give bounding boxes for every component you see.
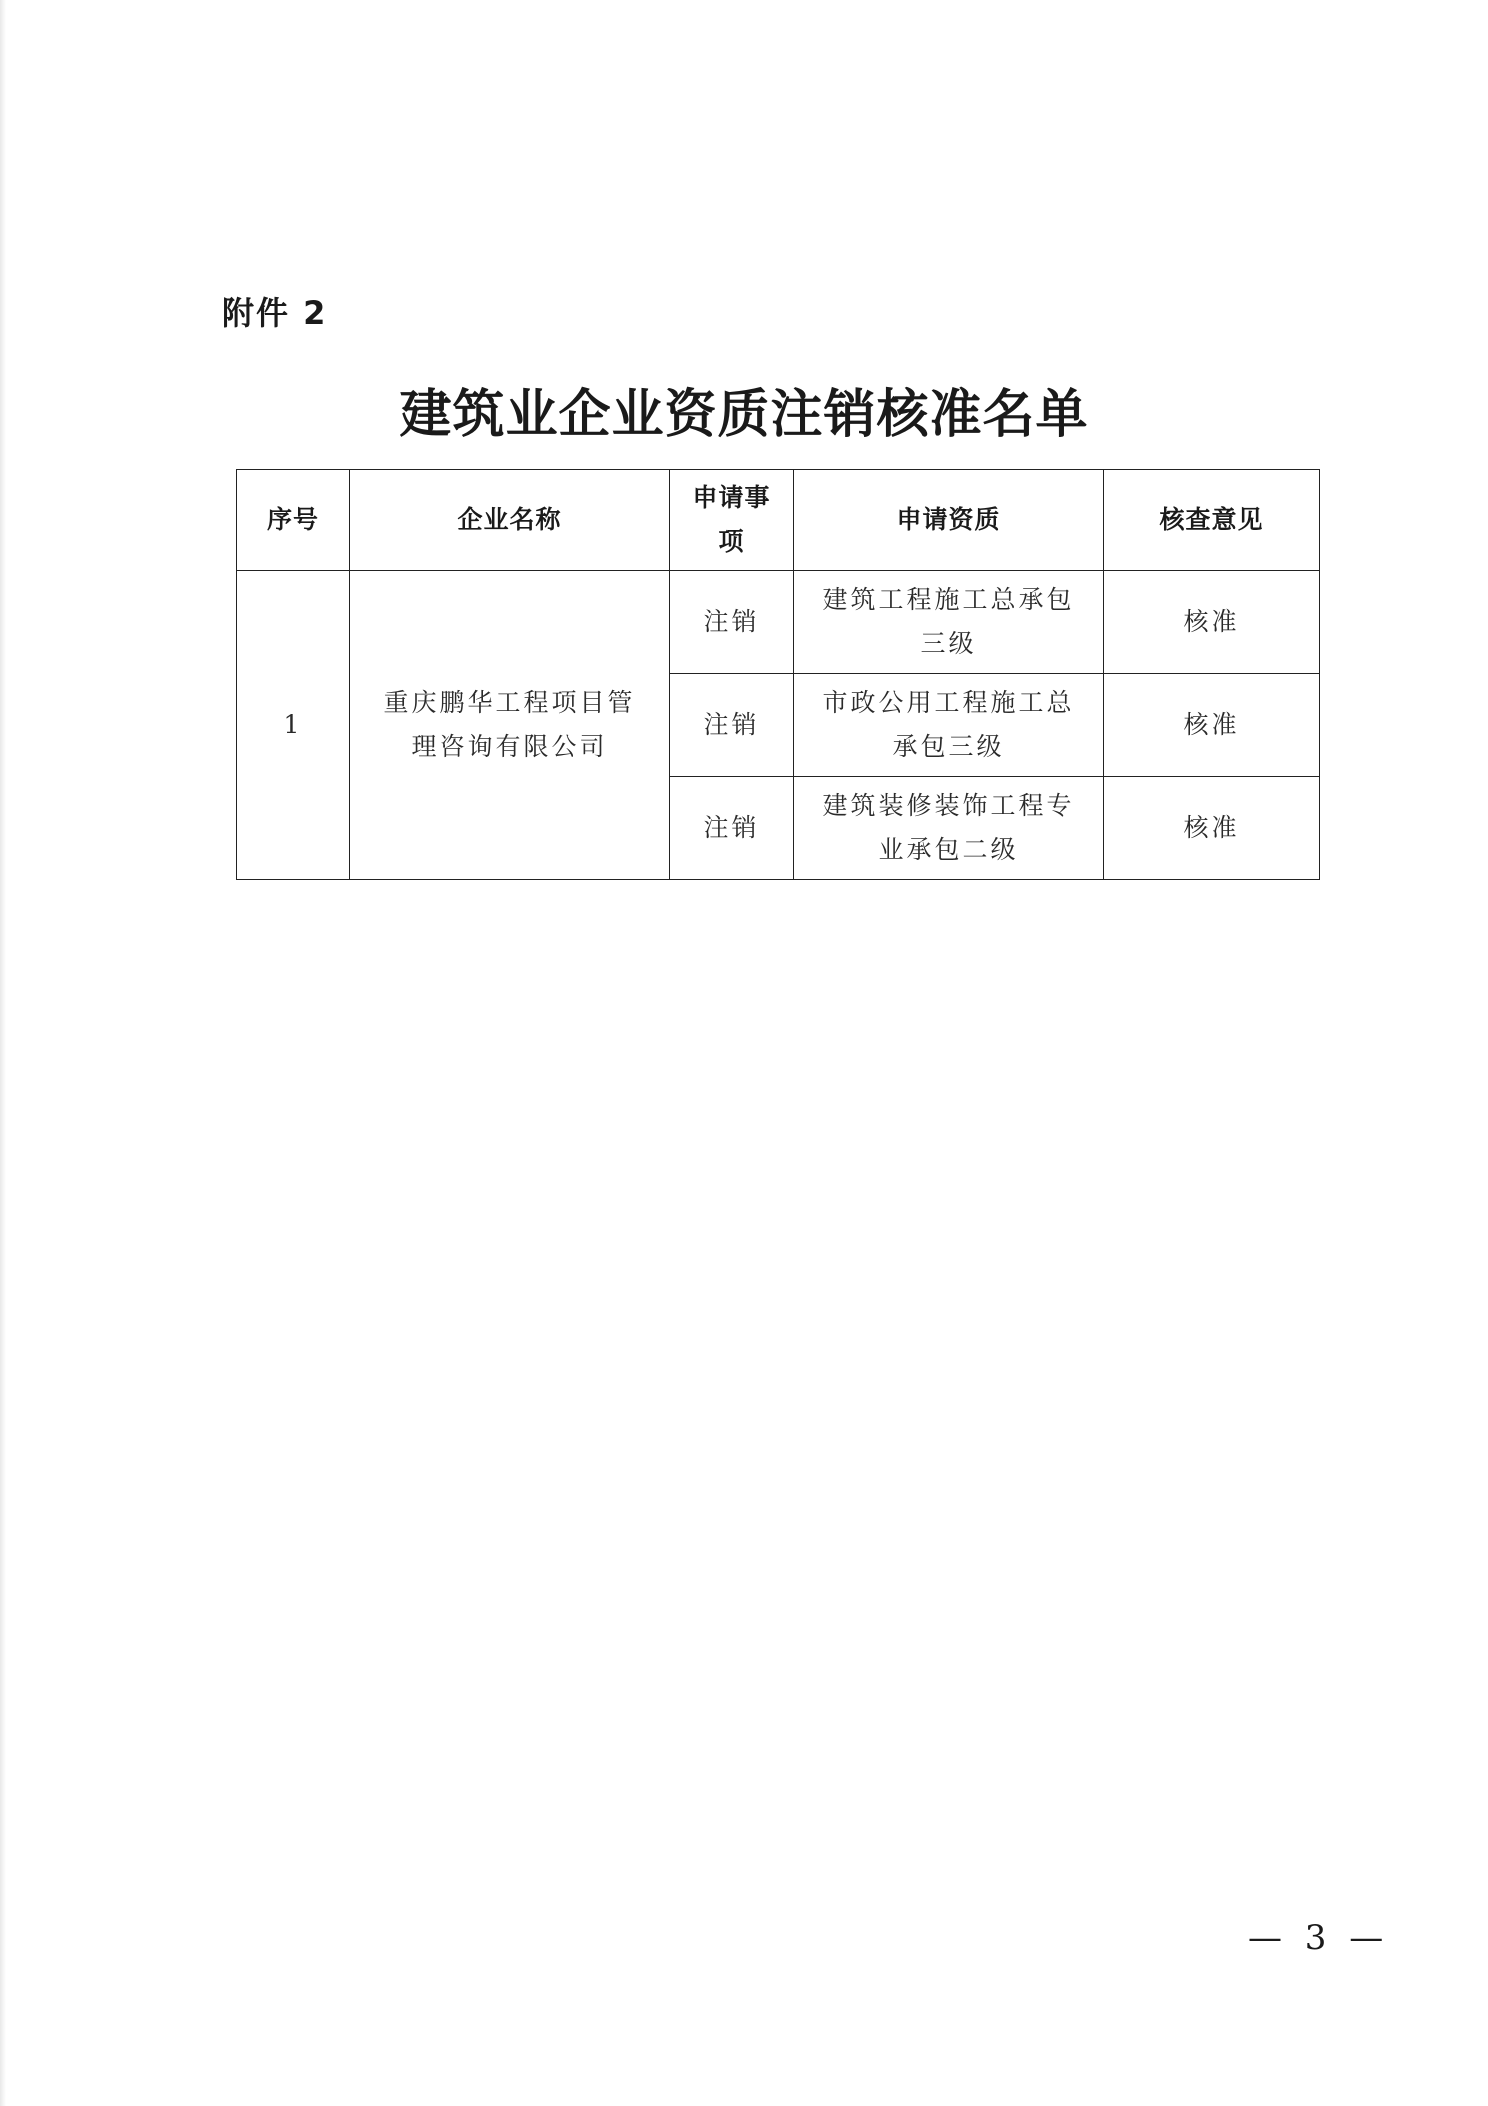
cell-company: 重庆鹏华工程项目管理咨询有限公司 — [350, 571, 670, 880]
header-opinion: 核查意见 — [1104, 470, 1320, 571]
page-edge-shadow — [0, 0, 6, 2106]
cell-qualification: 市政公用工程施工总承包三级 — [794, 674, 1104, 777]
header-item: 申请事项 — [670, 470, 794, 571]
cell-opinion: 核准 — [1104, 674, 1320, 777]
page-number: — 3 — — [1248, 1918, 1390, 1958]
cell-item: 注销 — [670, 777, 794, 880]
cell-qualification: 建筑装修装饰工程专业承包二级 — [794, 777, 1104, 880]
attachment-label: 附件 2 — [222, 294, 328, 332]
header-seq: 序号 — [237, 470, 350, 571]
cell-item: 注销 — [670, 571, 794, 674]
cell-seq: 1 — [237, 571, 350, 880]
header-qualification: 申请资质 — [794, 470, 1104, 571]
qualification-cancellation-table — [236, 469, 1320, 880]
table-row — [237, 571, 1320, 674]
cell-item: 注销 — [670, 674, 794, 777]
cell-opinion: 核准 — [1104, 777, 1320, 880]
cell-opinion: 核准 — [1104, 571, 1320, 674]
cell-qualification: 建筑工程施工总承包三级 — [794, 571, 1104, 674]
table-header-row — [237, 470, 1320, 571]
header-company: 企业名称 — [350, 470, 670, 571]
document-title: 建筑业企业资质注销核准名单 — [399, 384, 1089, 445]
